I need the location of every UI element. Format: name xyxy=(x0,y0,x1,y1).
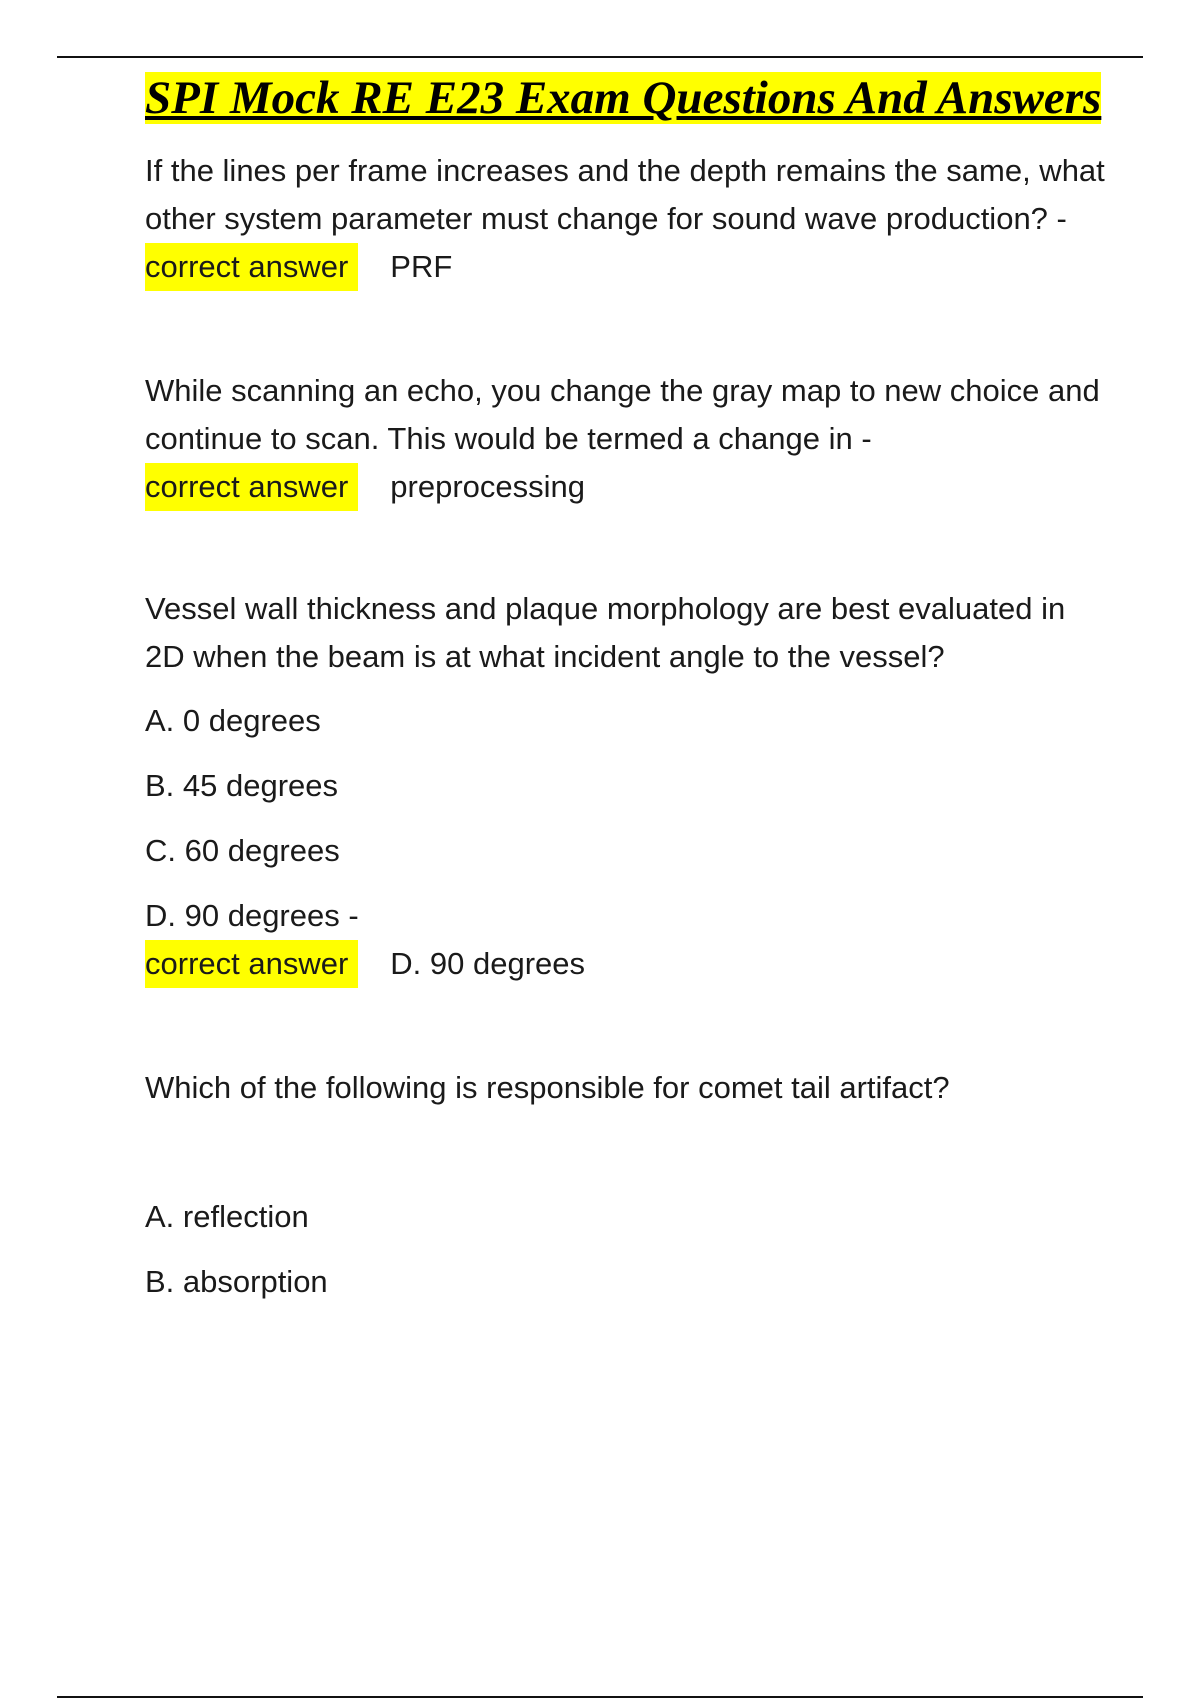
question-text: If the lines per frame increases and the depth remains the same, what other system parameter must change for sound wave production? - xyxy=(145,153,1105,236)
question-text: While scanning an echo, you change the gray map to new choice and continue to scan. This would be termed a change in - xyxy=(145,373,1100,456)
answer-text: D. 90 degrees xyxy=(390,946,586,981)
title-text: SPI Mock RE E23 Exam Questions And Answers xyxy=(145,72,1102,124)
question-text: Which of the following is responsible for comet tail artifact? xyxy=(145,1070,950,1105)
document-body xyxy=(145,70,1105,1382)
answer-text: preprocessing xyxy=(390,469,586,504)
correct-answer-label: correct answer xyxy=(145,463,358,511)
answer-row xyxy=(145,463,1105,511)
correct-answer-label: correct answer xyxy=(145,243,358,291)
question-text: Vessel wall thickness and plaque morphology are best evaluated in 2D when the beam is at what incident angle to the vessel? xyxy=(145,591,1066,674)
bottom-rule xyxy=(57,1696,1143,1698)
question-2 xyxy=(145,367,1105,511)
answer-row xyxy=(145,243,1105,291)
option-b: B. absorption xyxy=(145,1264,328,1299)
question-3 xyxy=(145,585,1105,988)
correct-answer-label: correct answer xyxy=(145,940,358,988)
option-d: D. 90 degrees - xyxy=(145,898,359,933)
question-4 xyxy=(145,1064,1105,1306)
option-a: A. 0 degrees xyxy=(145,703,321,738)
option-c: C. 60 degrees xyxy=(145,833,340,868)
answer-row xyxy=(145,940,1105,988)
answer-text: PRF xyxy=(390,249,453,284)
page-title xyxy=(145,70,1105,127)
top-rule xyxy=(57,56,1143,58)
option-a: A. reflection xyxy=(145,1199,309,1234)
question-1 xyxy=(145,147,1105,291)
option-b: B. 45 degrees xyxy=(145,768,339,803)
